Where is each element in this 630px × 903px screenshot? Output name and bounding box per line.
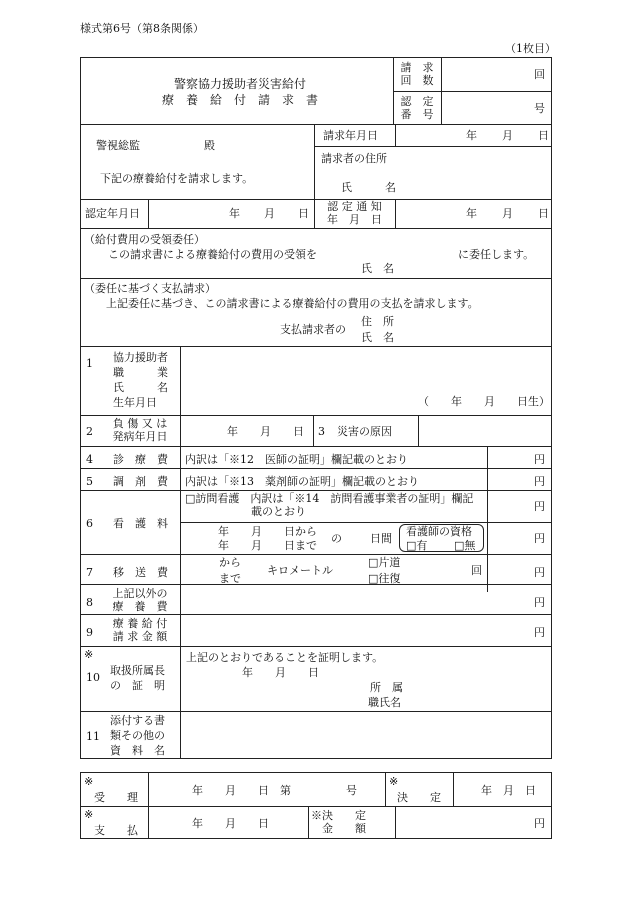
certification-date: 年 月 日 [242,666,319,679]
decided-amount-unit: 円 [534,817,545,830]
receipt-mark: ※ [84,775,94,788]
row9-number: 9 [86,626,93,639]
nursing-from: 年 月 日から [218,525,317,538]
row9-label: 療 養 給 付 請 求 金 額 [112,617,168,643]
claim-month: 月 [502,129,513,142]
row10-mark: ※ [84,648,94,661]
row8-unit: 円 [534,596,545,609]
row4-text: 内訳は「※12 医師の証明」欄記載のとおり [185,453,408,466]
transport-from: から [219,556,241,569]
claim-count-unit: 回 [534,68,545,81]
row6-number: 6 [86,517,93,530]
nursing-to: 年 月 日まで [218,539,317,552]
claimant-address-label: 請求者の住所 [321,152,387,165]
distance-unit: キロメートル [267,564,333,577]
payment-request-text: 上記委任に基づき、この請求書による療養給付の費用の支払を請求します。 [106,297,479,310]
payment-date: 年 月 日 [192,817,269,830]
row3-number: 3 [318,425,325,438]
one-way-option[interactable]: □片道 [368,556,401,569]
decision-date: 年 月 日 [481,784,536,797]
claim-day: 日 [538,129,549,142]
round-trip-option[interactable]: □往復 [368,572,401,585]
notice-date-label: 認 定 通 知 年 月 日 [327,200,382,226]
row4-unit: 円 [534,453,545,466]
delegation-tail: に委任します。 [458,248,535,261]
form-title-line1: 警察協力援助者災害給付 [173,77,306,91]
row11-label: 添付する書 類その他の 資 料 名 [110,714,165,757]
cert-year: 年 [229,207,240,220]
row1-number: 1 [86,357,93,370]
row6-visit-unit: 円 [534,500,545,513]
addressee: 警視総監 [96,139,140,152]
transport-to: まで [219,572,241,585]
cert-number-label: 認 定 番 号 [400,95,434,121]
certification-text: 上記のとおりであることを証明します。 [186,651,384,664]
page-indicator: （1枚目） [505,42,556,55]
form-number: 様式第6号（第8条関係） [80,22,204,35]
qualification-no[interactable]: □無 [454,539,476,552]
row5-number: 5 [86,475,93,488]
row8-label: 上記以外の 療 養 費 [112,587,168,613]
row8-number: 8 [86,596,93,609]
row4-label: 診 療 費 [113,453,168,466]
receipt-date: 年 月 日 第 号 [192,784,357,797]
row5-text: 内訳は「※13 薬剤師の証明」欄記載のとおり [185,475,419,488]
nurse-qualification-label: 看護師の資格 [406,525,472,538]
nursing-no: の [331,532,342,545]
row6-label: 看 護 料 [113,517,168,530]
payment-mark: ※ [84,808,94,821]
row4-number: 4 [86,453,93,466]
claim-date-label: 請求年月日 [323,129,378,142]
row11-number: 11 [86,730,100,743]
row10-label: 取扱所属長 の 証 明 [110,664,165,692]
row7-number: 7 [86,566,93,579]
row6-unit: 円 [534,532,545,545]
row5-unit: 円 [534,475,545,488]
row10-number: 10 [86,671,100,684]
honorific: 殿 [204,139,215,152]
row5-label: 調 剤 費 [113,475,168,488]
cause-label: 災害の原因 [337,425,392,438]
form-title-line2: 療 養 給 付 請 求 書 [161,93,318,107]
row9-unit: 円 [534,626,545,639]
nursing-days: 日間 [370,532,392,545]
payment-label: 支 払 [94,824,138,837]
delegation-heading: （給付費用の受領委任） [84,233,205,246]
officer-label: 職氏名 [368,696,401,709]
payment-request-heading: （委任に基づく支払請求） [84,282,216,295]
receipt-label: 受 理 [94,791,138,804]
notice-year: 年 [466,207,477,220]
claim-year: 年 [466,129,477,142]
row7-label: 移 送 費 [113,566,168,579]
claim-statement: 下記の療養給付を請求します。 [100,172,254,185]
cert-date-label: 認定年月日 [85,207,140,220]
delegate-name-label: 氏 名 [361,262,394,275]
notice-day: 日 [538,207,549,220]
row2-label: 負 傷 又 は 発病年月日 [112,417,168,443]
cert-month: 月 [264,207,275,220]
decision-mark: ※ [389,775,399,788]
payment-requester-label: 支払請求者の [280,323,346,336]
payment-name-label: 氏 名 [361,331,394,344]
qualification-yes[interactable]: □有 [406,539,428,552]
claimant-name-label: 氏 名 [341,181,396,194]
row2-number: 2 [86,425,93,438]
payment-address-label: 住 所 [361,315,394,328]
claim-count-label: 請 求 回 数 [400,61,434,87]
delegation-text: この請求書による療養給付の費用の受領を [108,248,317,261]
decision-label: 決 定 [397,791,441,804]
row7-unit: 円 [534,566,545,579]
notice-month: 月 [502,207,513,220]
injury-date: 年 月 日 [227,425,304,438]
birth-date: （ 年 月 日生） [418,395,550,408]
department-label: 所 属 [370,681,403,694]
row1-label: 協力援助者 職 業 氏 名 生年月日 [113,351,168,409]
decided-amount-label: ※決 定 金 額 [311,809,366,835]
cert-number-unit: 号 [534,102,545,115]
trip-count-unit: 回 [471,564,482,577]
visit-nursing-option[interactable]: □訪問看護 内訳は「※14 訪問看護事業者の証明」欄記 載のとおり [185,492,474,518]
cert-day: 日 [298,207,309,220]
